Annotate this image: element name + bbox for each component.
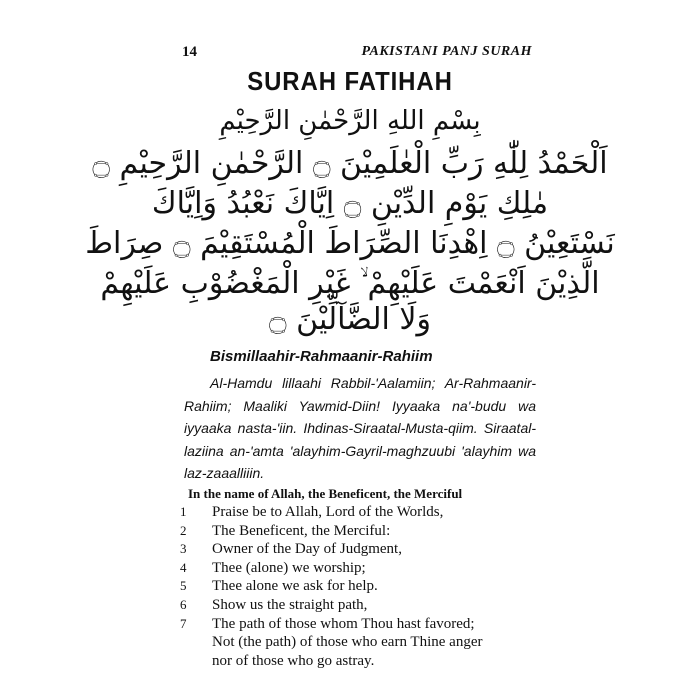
verse-text: Owner of the Day of Judgment, <box>212 541 402 558</box>
verse-list <box>180 503 482 670</box>
verse-number: 4 <box>180 559 187 575</box>
verse-row <box>180 615 482 634</box>
verse-row <box>180 633 482 652</box>
verse-row <box>180 652 482 671</box>
verse-row <box>180 559 482 578</box>
verse-text: Thee (alone) we worship; <box>212 559 366 576</box>
verse-number: 7 <box>180 615 187 631</box>
arabic-line-5: الَّذِيْنَ اَنْعَمْتَ عَلَيْهِمْ ۙ غَيْرِ الْمَغْضُوْبِ عَلَيْهِمْ <box>100 266 600 301</box>
translation-heading: In the name of Allah, the Beneficent, the Merciful <box>188 486 463 501</box>
verse-text: Praise be to Allah, Lord of the Worlds, <box>212 504 444 520</box>
verse-row <box>180 503 482 522</box>
arabic-line-1: بِسْمِ اللهِ الرَّحْمٰنِ الرَّحِيْمِ <box>219 106 481 136</box>
verse-number: 5 <box>180 578 187 594</box>
arabic-line-4: نَسْتَعِيْنُ ۝ اِهْدِنَا الصِّرَاطَ الْمُسْتَقِيْمَ ۝ صِرَاطَ <box>85 226 615 261</box>
verse-text: Thee alone we ask for help. <box>212 578 378 595</box>
verse-number: 6 <box>180 596 187 612</box>
verse-row <box>180 540 482 559</box>
verse-number: 2 <box>180 522 187 538</box>
transliteration-heading: Bismillaahir-Rahmaanir-Rahiim <box>210 348 433 365</box>
verse-number <box>180 652 212 671</box>
running-title: PAKISTANI PANJ SURAH <box>361 44 532 59</box>
surah-title: SURAH FATIHAH <box>247 66 453 96</box>
page-number: 14 <box>182 44 197 60</box>
verse-text: The Beneficent, the Merciful: <box>212 522 391 539</box>
verse-text: Not (the path) of those who earn Thine anger <box>212 634 483 651</box>
arabic-line-3: مٰلِكِ يَوْمِ الدِّيْنِ ۝ اِيَّاكَ نَعْبُدُ وَاِيَّاكَ <box>151 186 549 221</box>
verse-text: Show us the straight path, <box>212 596 368 613</box>
verse-row <box>180 577 482 596</box>
verse-row <box>180 596 482 615</box>
verse-text: nor of those who go astray. <box>212 652 375 669</box>
verse-number: 1 <box>180 504 187 519</box>
arabic-line-6: وَلَا الضَّآلِّيْنَ ۝ <box>269 302 431 337</box>
verse-number: 3 <box>180 541 187 557</box>
arabic-line-2: اَلْحَمْدُ لِلّٰهِ رَبِّ الْعٰلَمِيْنَ ۝ الرَّحْمٰنِ الرَّحِيْمِ ۝ <box>92 146 608 181</box>
verse-row <box>180 522 482 541</box>
verse-number <box>180 633 212 652</box>
transliteration-paragraph: Al-Hamdu lillaahi Rabbil-'Aalamiin; Ar-Rahmaanir-Rahiim; Maaliki Yawmid-Diin! Iyyaaka na'-budu wa iyyaaka nasta-'iin. Ihdinas-Siraatal-Musta-qiim. Siraatal-laziina an-'amta 'alayhim-Gayril-maghzuubi 'alayhim wa laz-zaaalliiin. <box>184 375 536 481</box>
verse-text: The path of those whom Thou hast favored; <box>212 615 475 632</box>
